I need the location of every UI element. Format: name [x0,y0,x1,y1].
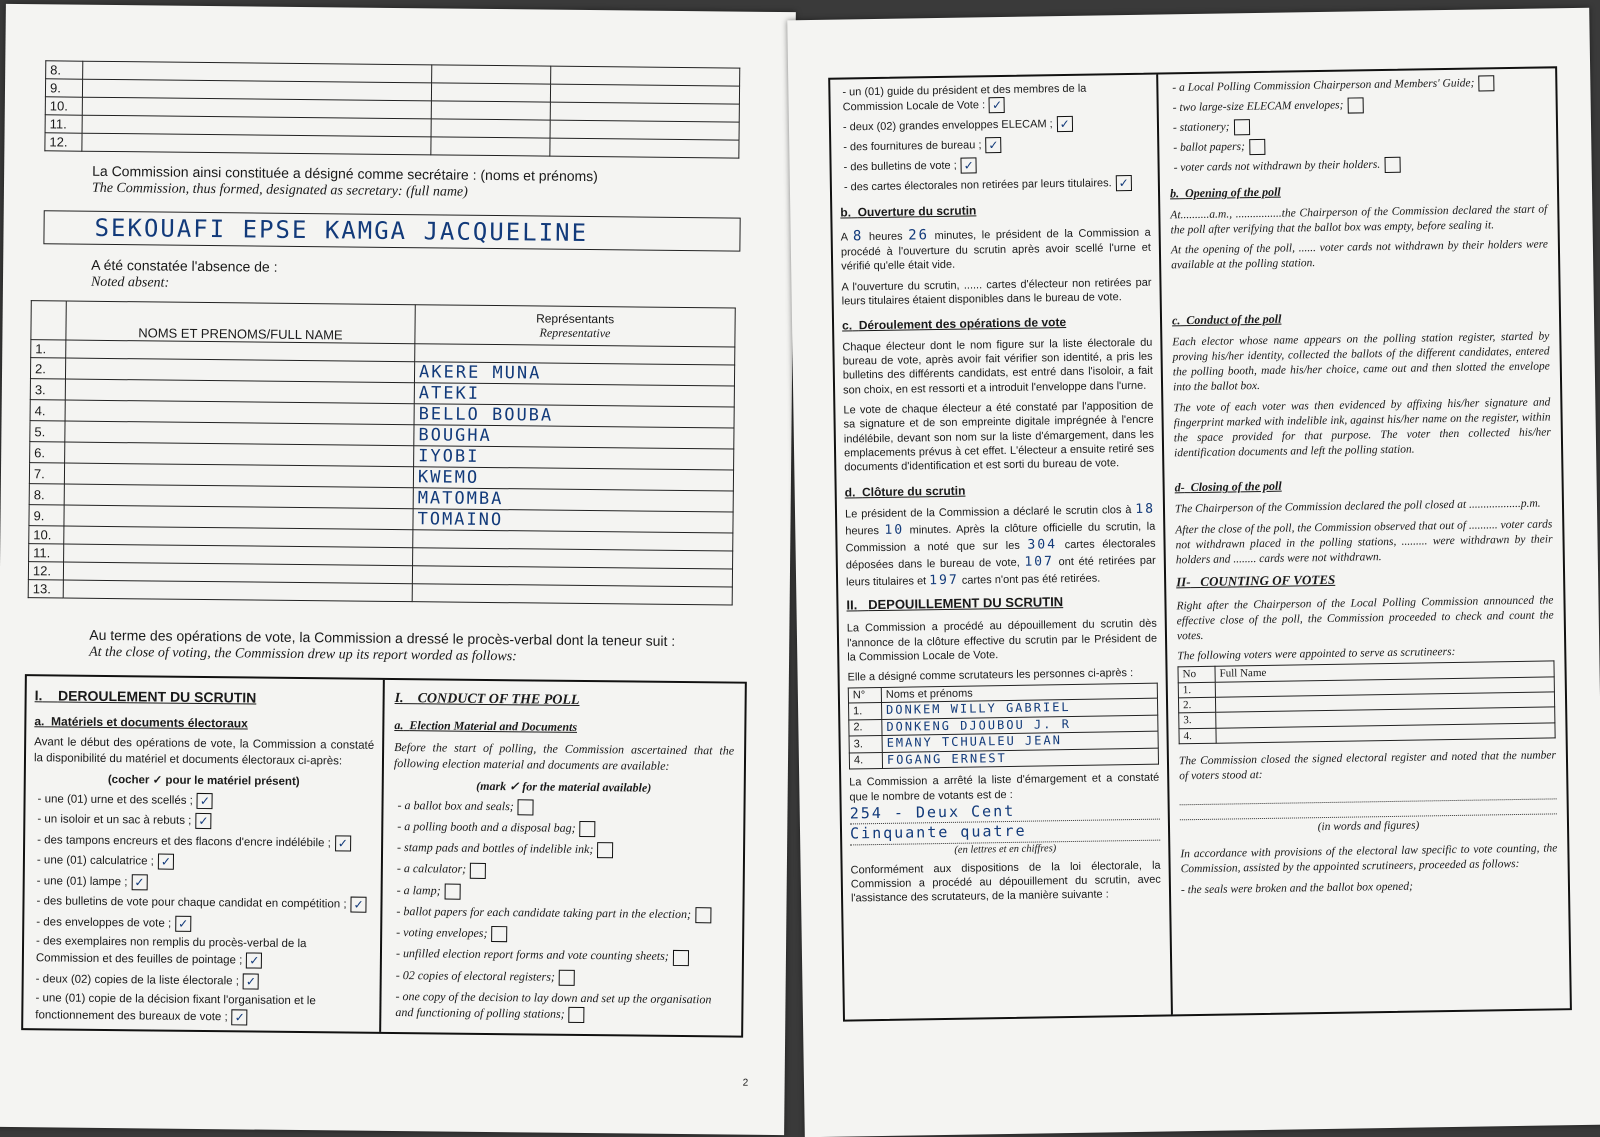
close-label-fr: Au terme des opérations de vote, la Commission a dressé le procès-verbal dont la teneur suit : [89,626,676,649]
list-item: - stationery; [1173,114,1546,136]
checkbox-empty[interactable] [695,907,711,923]
list-item: - stamp pads and bottles of indelible ink; [397,839,733,860]
checkbox-empty[interactable] [1233,119,1249,135]
conduct-heading-fr: c. Déroulement des opérations de vote [841,315,1067,333]
members-table-continued [44,60,740,158]
column-header-representative: Représentants Representative [415,305,735,347]
table-row: 12. [28,562,732,587]
voter-count-figure: 254 - Deux Cent [850,800,1160,825]
secretary-name: SEKOUAFI EPSE KAMGA JACQUELINE [94,213,589,248]
table-row: 2. DONKENG DJOUBOU J. R [849,715,1158,736]
left-page [0,4,796,1135]
checkbox-checked[interactable]: ✓ [246,952,262,968]
list-item: - deux (02) grandes enveloppes ELECAM ; ✓ [843,115,1149,136]
checkbox-checked[interactable]: ✓ [1116,175,1132,191]
subsection-heading-fr: a. Matériels et documents électoraux [34,714,248,731]
list-item: - des fournitures de bureau ; ✓ [843,135,1149,156]
checkbox-checked[interactable]: ✓ [232,1009,248,1025]
list-item: - des cartes électorales non retirées par leurs titulaires. ✓ [844,175,1150,196]
list-item: - a lamp; [397,882,733,903]
checkbox-checked[interactable]: ✓ [197,793,213,809]
check-note-fr: (cocher ✓ pour le matériel présent) [107,774,300,789]
list-item: - two large-size ELECAM envelopes; [1173,94,1546,116]
table-row: 2. [1178,692,1554,713]
checkbox-checked[interactable]: ✓ [335,835,351,851]
intro-text-en: Before the start of polling, the Commission ascertained that the following election material and documents are available: [393,740,735,774]
list-item: - voting envelopes; [396,924,732,945]
section-heading-en: I. CONDUCT OF THE POLL [394,691,580,708]
final-item-en: - the seals were broken and the ballot box opened; [1180,880,1414,896]
checkbox-empty[interactable] [1478,75,1494,91]
cards-not-withdrawn: 197 [929,572,959,588]
list-item: - des enveloppes de vote ; ✓ [36,914,372,934]
closing-minutes: 10 [884,522,905,538]
scrutineers-table-en [1177,661,1555,744]
report-section [828,66,1572,1021]
counting-text-en: Right after the Chairperson of the Local Polling Commission announced the effective close of the poll, the Commission proceeded to check and count the votes. [1176,594,1554,642]
closing-text-fr: Le président de la Commission a déclaré le scrutin clos à 18 heures 10 minutes. Après la clôture officielle du scrutin, la Commission a noté que sur les 304 cartes électorales déposées dans le bureau de vote, 107 ont été retirées par leurs titulaires et 197 cartes n'ont pas été retirées. [844,501,1156,589]
material-list-fr-cont [838,81,1150,196]
checkbox-empty[interactable] [569,1007,585,1023]
table-row: 4. [1179,723,1555,744]
checkbox-empty[interactable] [470,862,486,878]
closing-heading-en: d- Closing of the poll [1174,479,1282,495]
table-row: 11. [29,544,733,569]
report-en-column [1160,68,1568,1014]
list-item: - un (01) guide du président et des membres de la Commission Locale de Vote : ✓ [842,82,1087,114]
checkbox-checked[interactable]: ✓ [1057,116,1073,132]
conduct-text2-fr: Le vote de chaque électeur a été constaté par l'apposition de sa signature et de son empreinte digitale imprégnée à l'encre indélébile, devant son nom sur la liste d'émargement, dans les emplacements prévus à cet effet. L'électeur a ensuite retiré ses documents d'identification et est sorti du bureau de vote. [843,399,1155,474]
opening-heading-fr: b. Ouverture du scrutin [840,203,977,220]
list-item: - deux (02) copies de la liste électorale ; ✓ [36,971,372,991]
conduct-text1-fr: Chaque électeur dont le nom figure sur la liste électorale du bureau de vote, après avoir fait vérifier son identité, a pris les bulletins des différents candidats, est entré dans l'isoloir, a fait son choix, en est ressorti et a introduit l'enveloppe dans l'urne. [842,336,1153,397]
list-item: - ballot papers; [1173,134,1546,156]
check-note-en: (mark ✓ for the material available) [476,779,652,796]
absent-label-en: Noted absent: [90,274,170,291]
voter-count-label-fr: La Commission a arrêté la liste d'émargement et a constaté que le nombre de votants est de : [849,771,1160,804]
checkbox-empty[interactable] [597,843,613,859]
conduct-text2-en: The vote of each voter was then evidenced by affixing his/her signature and fingerprint marked with indelible ink, against his/her name on the register, within the space provided for that purpose. The voter then collected his/her identification documents and left the polling station. [1173,396,1551,459]
list-item: - une (01) urne et des scellés ; ✓ [37,791,373,811]
checkbox-empty[interactable] [518,799,534,815]
opening-text-en: At..........a.m., ................the Chairperson of the Commission declared the start of the poll after verifying that the ballot box was empty, before sealing it. [1170,203,1548,236]
scrutineers-label-fr: Elle a désigné comme scrutateurs les personnes ci-après : [847,667,1134,684]
checkbox-checked[interactable]: ✓ [350,897,366,913]
opening-hour: 8 [852,228,864,245]
counting-text-fr: La Commission a procédé au dépouillement du scrutin dès l'annonce de la clôture effective du scrutin par le Président de la Commission Locale de Vote. [846,618,1158,664]
table-row: 13. [28,580,732,605]
list-item: - a calculator; [397,860,733,881]
closing-hour: 18 [1135,501,1156,518]
table-row: 10. [45,97,739,122]
checkbox-checked[interactable]: ✓ [131,874,147,890]
checkbox-checked[interactable]: ✓ [961,158,977,174]
table-row: 4. BELLO BOUBA [30,400,734,428]
conduct-fr-column [23,676,385,1032]
opening-cards-text-en: At the opening of the poll, ...... voter cards not withdrawn by their holders were available at the polling station. [1170,238,1548,272]
table-row: 1. [1178,677,1554,698]
table-row: 9. TOMAINO [29,505,733,533]
final-text-en: In accordance with provisions of the electoral law specific to vote counting, the Commission, assisted by the appointed scrutineers, proceeded as follows: [1180,842,1558,875]
list-item: - ballot papers for each candidate taking part in the election; [396,903,732,924]
checkbox-empty[interactable] [1249,139,1265,155]
opening-cards-text-fr: A l'ouverture du scrutin, ...... cartes d'électeur non retirées par leurs titulaires étaient disponibles dans le bureau de vote. [841,276,1152,308]
counting-heading-fr: II. DEPOUILLEMENT DU SCRUTIN [846,593,1064,613]
table-row: 3. [1179,707,1555,728]
table-row: 5. BOUGHA [30,421,734,449]
checkbox-empty[interactable] [580,821,596,837]
checkbox-checked[interactable]: ✓ [243,973,259,989]
conduct-en-column [383,680,743,1036]
list-item: - des tampons encreurs et des flacons d'encre indélébile ; ✓ [37,832,373,852]
list-item: - une (01) copie de la décision fixant l'organisation et le fonctionnement des bureaux de vote ; ✓ [35,992,316,1025]
table-row: 3. EMANY TCHUALEU JEAN [849,731,1158,752]
closing-text1-en: The Chairperson of the Commission declared the poll closed at ..................p.m. [1174,497,1541,516]
right-page [787,8,1600,1137]
material-list-fr [31,791,373,1027]
checkbox-empty[interactable] [1347,97,1363,113]
closing-heading-fr: d. Clôture du scrutin [844,483,966,500]
list-item: - 02 copies of electoral registers; [396,967,732,988]
table-row: 3. ATEKI [30,379,734,407]
scrutineers-label-en: The following voters were appointed to serve as scrutineers: [1177,646,1456,663]
absent-table [28,300,736,605]
voter-count-label-en: The Commission closed the signed electoral register and noted that the number of voters stood at: [1178,749,1557,783]
table-row: 6. IYOBI [30,442,734,470]
checkbox-checked[interactable]: ✓ [989,97,1005,113]
intro-text-fr: Avant le début des opérations de vote, la Commission a constaté la disponibilité du matériel et documents électoraux ci-après: [33,736,375,768]
voter-count-hint-fr: (en lettres et en chiffres) [954,843,1057,856]
page-number: 2 [742,1077,749,1089]
section-heading-fr: I. DEROULEMENT DU SCRUTIN [34,687,257,706]
table-row: 10. [29,526,733,551]
secretary-label-en: The Commission, thus formed, designated as secretary: (full name) [91,180,468,200]
list-item: - une (01) calculatrice ; ✓ [37,853,373,873]
table-row: 11. [45,115,739,140]
list-item: - a ballot box and seals; [397,797,733,818]
conduct-section [21,674,747,1038]
checkbox-checked[interactable]: ✓ [158,854,174,870]
counting-heading-en: II- COUNTING OF VOTES [1176,571,1336,590]
table-row: 4. FOGANG ERNEST [849,748,1158,769]
table-row: 12. [45,133,739,158]
opening-text-fr: A 8 heures 26 minutes, le président de la Commission a procédé à l'ouverture du scrutin après avoir scellé l'urne et vérifié qu'elle était vide. [840,226,1151,273]
absent-label-fr: A été constatée l'absence de : [91,256,278,275]
list-item: - des exemplaires non remplis du procès-verbal de la Commission et des feuilles de pointage ; ✓ [35,935,307,968]
list-item: - une (01) lampe ; ✓ [37,873,373,893]
table-header-row: No Full Name [1178,661,1554,682]
opening-minutes: 26 [908,227,930,244]
checkbox-empty[interactable] [1384,157,1400,173]
material-list-en-cont [1168,74,1546,176]
list-item: - voter cards not withdrawn by their holders. [1174,154,1547,176]
list-item: - des bulletins de vote pour chaque candidat en compétition ; ✓ [36,894,372,914]
secretary-name-box [43,210,740,251]
checkbox-checked[interactable]: ✓ [175,916,191,932]
material-list-en [391,797,733,1025]
list-item: - a polling booth and a disposal bag; [397,818,733,839]
subsection-heading-en: a. Election Material and Documents [394,717,578,734]
column-header-name: NOMS ET PRENOMS/FULL NAME [66,301,415,344]
table-row: 8. [46,61,740,86]
secretary-label-fr: La Commission ainsi constituée a désigné comme secrétaire : (noms et prénoms) [92,162,598,185]
checkbox-checked[interactable]: ✓ [195,813,211,829]
opening-heading-en: b. Opening of the poll [1169,184,1281,201]
list-item: - un isoloir et un sac à rebuts ; ✓ [37,811,373,831]
close-label-en: At the close of voting, the Commission drew up its report worded as follows: [89,644,517,665]
table-row: 1. DONKEM WILLY GABRIEL [849,698,1158,719]
table-row: 7. KWEMO [29,463,733,491]
checkbox-empty[interactable] [559,970,575,986]
checkbox-empty[interactable] [491,926,507,942]
list-item: - a Local Polling Commission Chairperson and Members' Guide; [1172,74,1545,96]
cards-deposited: 304 [1027,537,1058,553]
voter-count-words: Cinquante quatre [850,820,1160,845]
checkbox-empty[interactable] [445,883,461,899]
table-row: 2. AKERE MUNA [30,358,734,386]
report-fr-column [830,75,1173,1020]
conduct-text1-en: Each elector whose name appears on the polling station register, started by proving his/her identity, collected the ballots of the different candidates, entered the polling booth, made his/her choice, came out and then slotted the envelope into the ballot box. [1172,330,1550,394]
checkbox-empty[interactable] [673,950,689,966]
final-text-fr: Conformément aux dispositions de la loi électorale, la Commission a procédé au dépouillement du scrutin, avec l'assistance des scrutateurs, de la manière suivante : [850,859,1161,905]
cards-withdrawn: 107 [1024,554,1054,570]
table-row: 9. [45,79,739,104]
closing-text2-en: After the close of the poll, the Commission observed that out of .......... voter cards not withdrawn placed in the polling stations, ......... were withdrawn by their holders and ........ cards were not withdrawn. [1175,518,1553,567]
scrutineers-table-fr [848,682,1159,770]
list-item: - one copy of the decision to lay down and set up the organisation and functioning of polling stations; [395,988,731,1025]
conduct-heading-en: c. Conduct of the poll [1171,311,1282,328]
table-header-row: N° Noms et prénoms [848,683,1157,703]
table-row: 1. [31,340,735,365]
list-item: - des bulletins de vote ; ✓ [843,155,1149,176]
checkbox-checked[interactable]: ✓ [985,137,1001,153]
list-item: - unfilled election report forms and vote counting sheets; [396,945,732,966]
table-row: 8. MATOMBA [29,484,733,512]
voter-count-hint-en: (in words and figures) [1317,819,1420,833]
